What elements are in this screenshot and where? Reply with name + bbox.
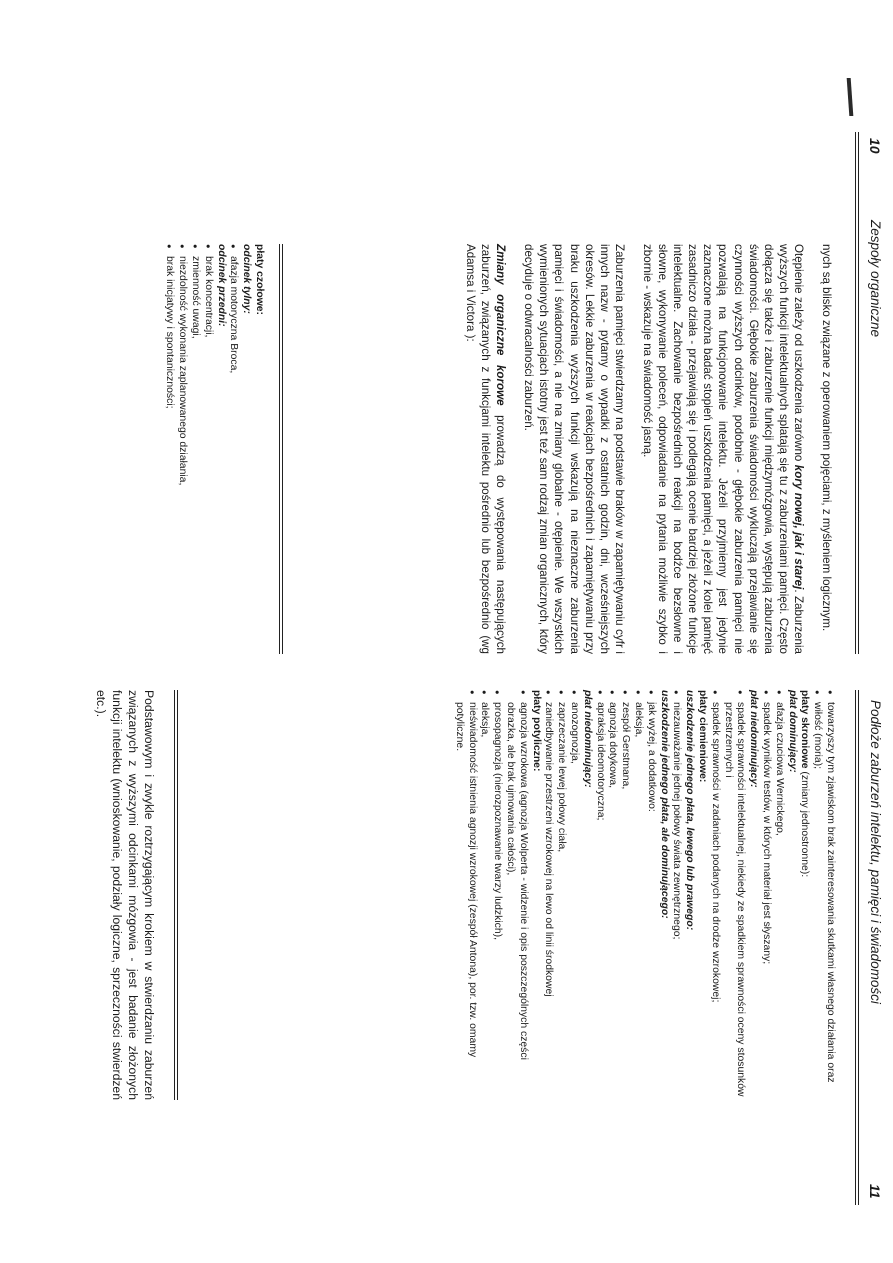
section-rule-left bbox=[279, 244, 283, 654]
right-lobe-list bbox=[452, 690, 836, 1100]
list-item: ● zespół Gerstmana, bbox=[618, 690, 631, 1100]
list-item: ● afazja czuciowa Wernickego, bbox=[772, 690, 785, 1100]
paragraph: Otępienie zależy od uszkodzenia zarówno kory nowej, jak i starej. Zaburzenia wyższych funkcji intelektualnych splatają się tu z zaburzeniami pamięci. Często dołącza się także i zaburzenie funkcji międzymózgowia, występują zaburzenia świadomości. Głębokie zaburzenia świadomości wykluczają przejawianie się czynności wyższych odcinków, podobnie - głębokie zaburzenia pamięci nie pozwalają na funkcjonowanie intelektu. Jeżeli przyjmiemy jest jedynie zaznaczone można badać stopień uszkodzenia pamięci, a jeżeli z kolei pamięć zasadniczo działa - przejawiają się i podlegają ocenie bardziej złożone funkcje intelektualne. Zachowanie bezpośrednich reakcji na bodźce bezsłowne i słowne, wykonywanie poleceń, odpowiadanie na pytania możliwie szybko i zbornie - wskazuje na świadomość jasną. bbox=[640, 244, 805, 654]
list-item: ● apraksja ideomotoryczna; bbox=[593, 690, 606, 1100]
list-item: ● agnozja wzrokowa (agnozja Wolperta - widzenie i opis poszczególnych części obrazka, ale brak ujmowania całości), bbox=[503, 690, 529, 1100]
list-item: ● brak inicjatywy i spontaniczności; bbox=[163, 244, 176, 654]
running-head-left: Zespoły organiczne bbox=[868, 220, 883, 338]
list-subheading: płat dominujący: bbox=[786, 690, 798, 773]
list-item: ● jak wyżej, a dodatkowo: bbox=[644, 690, 657, 1100]
list-item: ● spadek wyników testów, w których materiał jest słyszany; bbox=[759, 690, 772, 1100]
left-lobe-list bbox=[163, 244, 265, 654]
list-heading: płaty potyliczne: bbox=[530, 690, 542, 772]
list-item: ● brak koncentracji, bbox=[201, 244, 214, 654]
list-subheading: uszkodzenie jednego płata, lewego lub prawego: bbox=[684, 690, 696, 931]
list-item: ● agnozja dotykowa, bbox=[606, 690, 619, 1100]
list-item: ● anozognozja, bbox=[567, 690, 580, 1100]
list-item: ● towarzyszy tym zjawiskom brak zainteresowania skutkami własnego działania oraz bbox=[823, 690, 836, 1100]
list-heading: płaty skroniowe (zmiany jednostronne): bbox=[799, 690, 811, 878]
list-item: ● nieświadomość istnienia agnozji wzrokowej (zespół Antona), por. tzw. omamy potyliczne. bbox=[452, 690, 478, 1100]
list-item: ● aleksja, bbox=[478, 690, 491, 1100]
scan-edge-mark bbox=[847, 78, 854, 116]
page-number-left: 10 bbox=[867, 138, 883, 154]
list-item: ● aleksja, bbox=[631, 690, 644, 1100]
list-heading: płaty ciemieniowe: bbox=[697, 690, 709, 783]
list-heading: płaty czołowe: bbox=[254, 244, 265, 316]
right-main-column bbox=[93, 690, 157, 1100]
right-page bbox=[0, 690, 893, 1210]
running-head-right: Podłoże zaburzeń intelektu, pamięci i świadomości bbox=[868, 700, 883, 1004]
list-subheading: odcinek tylny: bbox=[241, 244, 253, 314]
list-item: ● prosopagnozja (nierozpoznawanie twarzy ludzkich), bbox=[490, 690, 503, 1100]
header-rule-right bbox=[855, 690, 859, 1205]
list-subheading: płat niedominujący: bbox=[748, 690, 760, 788]
list-subheading: uszkodzenie jednego płata, ale dominującego: bbox=[658, 690, 670, 919]
list-item: ● zaniedbywanie przestrzeni wzrokowej na lewo od linii środkowej bbox=[542, 690, 555, 1100]
list-item: ● spadek sprawności intelektualnej, niekiedy ze spadkiem sprawności oceny stosunków przestrzennych i bbox=[721, 690, 747, 1100]
list-subheading: płat niedominujący: bbox=[581, 690, 593, 788]
list-item: ● niezdolność wykonania zaplanowanego działania, bbox=[175, 244, 188, 654]
paragraph: nych są blisko związane z operowaniem pojęciami, z myśleniem logicznym. bbox=[820, 244, 833, 632]
list-item: ● wiłość (moria); bbox=[810, 690, 823, 1100]
left-main-column bbox=[463, 244, 834, 654]
list-item: ● niezauważanie jednej połowy świata zewnętrznego; bbox=[670, 690, 683, 1100]
list-item: ● zmienność uwagi, bbox=[188, 244, 201, 654]
paragraph: Zaburzenia pamięci stwierdzamy na podstawie braków w zapamiętywaniu cyfr i innych nazw - pytamy o wypadki z ostatnich godzin, dni, wcześniejszych okresów. Lekkie zaburzenia w reakcjach bezpośrednich i zapamiętywaniu przy braku uszkodzenia wyższych funkcji wskazują na nieznaczne zaburzenia pamięci i świadomości, a nie na zmiany globalne - otępienie. We wszystkich wymienionych sytuacjach istotny jest też sam rodzaj zmian organicznych, który decyduje o odwracalności zaburzeń. bbox=[522, 244, 626, 654]
page-number-right: 11 bbox=[867, 1184, 883, 1199]
section-rule-right bbox=[174, 690, 178, 1100]
paragraph: Zmiany organiczne korowe prowadzą do występowania następujących zaburzeń, związanych z funkcjami intelektu pośrednio lub bezpośrednio (wg Adamsa i Victora ): bbox=[464, 244, 508, 654]
left-page bbox=[0, 132, 893, 672]
paragraph: Podstawowym i zwykle roztrzygającym krokiem w stwierdzaniu zaburzeń związanych z wyższymi odcinkami mózgowia - jest badanie złożonych funkcji intelektu (wnioskowanie, podziały logiczne, sprzeczności stwierdzeń etc.). bbox=[94, 690, 156, 1100]
list-item: ● spadek sprawności w zadaniach podanych na drodze wzrokowej; bbox=[708, 690, 721, 1100]
list-item: ● afazja motoryczna Broca, bbox=[227, 244, 240, 654]
list-item: ● zaprzeczanie lewej połowy ciała, bbox=[554, 690, 567, 1100]
list-subheading: odcinek przedni: bbox=[215, 244, 227, 327]
header-rule-left bbox=[855, 132, 859, 654]
